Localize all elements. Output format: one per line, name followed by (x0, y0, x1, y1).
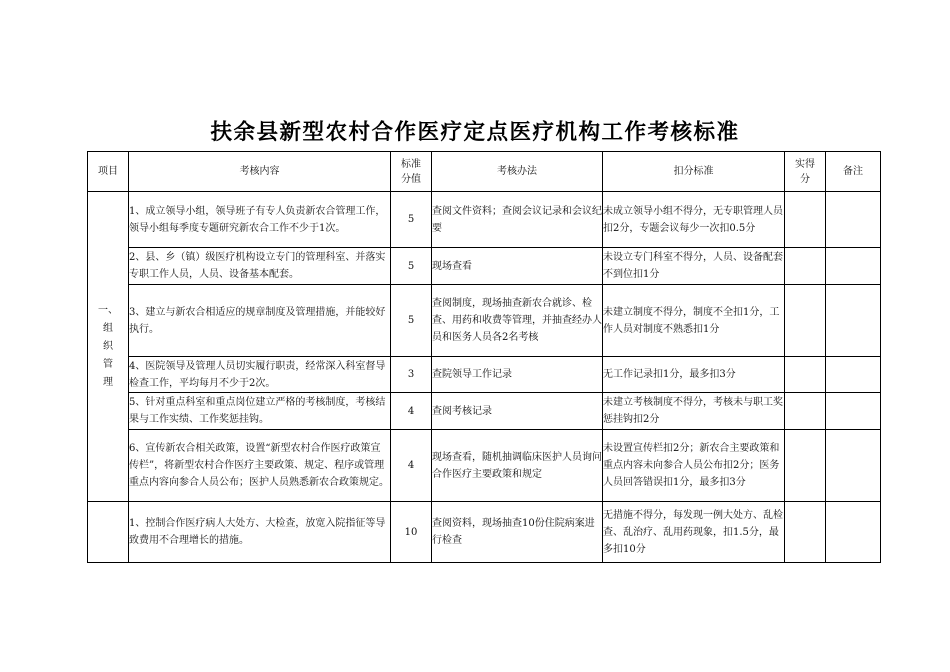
remark-cell (826, 430, 881, 502)
content-cell: 3、建立与新农合相适应的规章制度及管理措施，并能较好执行。 (129, 285, 391, 357)
category-cell-organization (88, 192, 129, 502)
deduction-cell: 无措施不得分，每发现一例大处方、乱检查、乱治疗、乱用药现象，扣1.5分，最多扣10分 (603, 502, 785, 563)
category-label: 一、 组 织 管 理 (98, 304, 118, 388)
header-score-line1: 标准 (401, 158, 421, 170)
remark-cell (826, 192, 881, 248)
actual-score-cell (785, 393, 826, 430)
table-header-row (88, 152, 881, 192)
header-method: 考核办法 (432, 152, 603, 192)
remark-cell (826, 357, 881, 393)
content-cell: 1、控制合作医疗病人大处方、大检查，放宽入院指征等导致费用不合理增长的措施。 (129, 502, 391, 563)
page-title: 扶余县新型农村合作医疗定点医疗机构工作考核标准 (210, 120, 740, 145)
method-cell: 查阅考核记录 (432, 393, 603, 430)
header-actual-score (785, 152, 826, 192)
table-row (88, 192, 881, 248)
table-row (88, 285, 881, 357)
actual-score-cell (785, 502, 826, 563)
table-row (88, 502, 881, 563)
category-cell-second (88, 502, 129, 563)
header-deduction: 扣分标准 (603, 152, 785, 192)
header-actual-line1: 实得 (795, 158, 815, 170)
actual-score-cell (785, 430, 826, 502)
deduction-cell: 未建立制度不得分，制度不全扣1分，工作人员对制度不熟悉扣1分 (603, 285, 785, 357)
actual-score-cell (785, 285, 826, 357)
table-row (88, 430, 881, 502)
actual-score-cell (785, 192, 826, 248)
assessment-table (87, 151, 881, 563)
content-cell: 6、宣传新农合相关政策，设置“新型农村合作医疗政策宣传栏”，将新型农村合作医疗主要政策、规定、程序或管理重点内容向参合人员公布；医护人员熟悉新农合政策规定。 (129, 430, 391, 502)
method-cell: 现场查看 (432, 248, 603, 285)
deduction-cell: 无工作记录扣1分，最多扣3分 (603, 357, 785, 393)
header-item: 项目 (88, 152, 129, 192)
content-cell: 1、成立领导小组，领导班子有专人负责新农合管理工作，领导小组每季度专题研究新农合工作不少于1次。 (129, 192, 391, 248)
method-cell: 现场查看，随机抽调临床医护人员询问合作医疗主要政策和规定 (432, 430, 603, 502)
content-cell: 2、县、乡（镇）级医疗机构设立专门的管理科室、并落实专职工作人员，人员、设备基本配套。 (129, 248, 391, 285)
header-remark: 备注 (826, 152, 881, 192)
table-row (88, 248, 881, 285)
table-row (88, 357, 881, 393)
score-cell: 10 (391, 502, 432, 563)
table-row (88, 393, 881, 430)
content-cell: 5、针对重点科室和重点岗位建立严格的考核制度，考核结果与工作实绩、工作奖惩挂钩。 (129, 393, 391, 430)
header-score-line2: 分值 (401, 173, 421, 185)
deduction-cell: 未建立考核制度不得分，考核未与职工奖惩挂钩扣2分 (603, 393, 785, 430)
remark-cell (826, 285, 881, 357)
actual-score-cell (785, 357, 826, 393)
remark-cell (826, 502, 881, 563)
header-standard-score (391, 152, 432, 192)
header-content: 考核内容 (129, 152, 391, 192)
header-actual-line2: 分 (800, 173, 810, 185)
actual-score-cell (785, 248, 826, 285)
remark-cell (826, 248, 881, 285)
score-cell: 4 (391, 393, 432, 430)
method-cell: 查阅资料，现场抽查10份住院病案进行检查 (432, 502, 603, 563)
deduction-cell: 未设立专门科室不得分，人员、设备配套不到位扣1分 (603, 248, 785, 285)
content-cell: 4、医院领导及管理人员切实履行职责，经常深入科室督导检查工作，平均每月不少于2次。 (129, 357, 391, 393)
score-cell: 5 (391, 248, 432, 285)
score-cell: 5 (391, 285, 432, 357)
method-cell: 查阅文件资料；查阅会议记录和会议纪要 (432, 192, 603, 248)
method-cell: 查阅制度，现场抽查新农合就诊、检查、用药和收费等管理，并抽查经办人员和医务人员各2名考核 (432, 285, 603, 357)
remark-cell (826, 393, 881, 430)
method-cell: 查院领导工作记录 (432, 357, 603, 393)
deduction-cell: 未成立领导小组不得分，无专职管理人员扣2分，专题会议每少一次扣0.5分 (603, 192, 785, 248)
deduction-cell: 未设置宣传栏扣2分；新农合主要政策和重点内容未向参合人员公布扣2分；医务人员回答错误扣1分，最多扣3分 (603, 430, 785, 502)
score-cell: 3 (391, 357, 432, 393)
score-cell: 5 (391, 192, 432, 248)
score-cell: 4 (391, 430, 432, 502)
